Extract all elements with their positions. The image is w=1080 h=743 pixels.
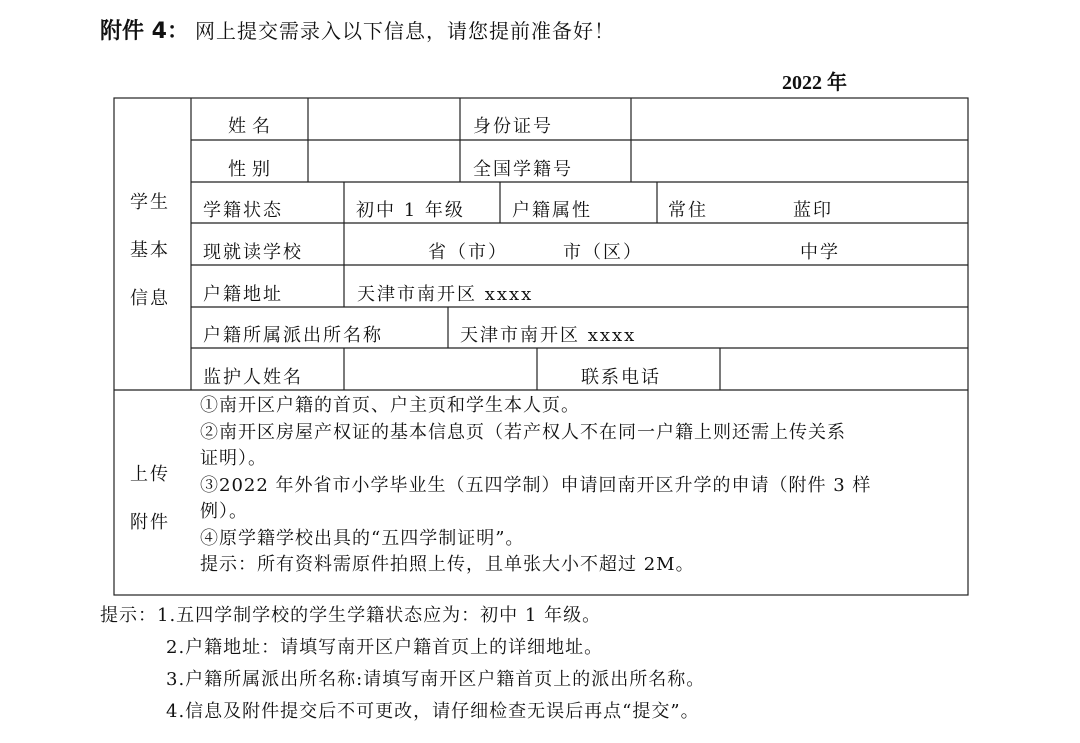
section-basic-2: 基本	[130, 240, 170, 261]
hukou-type-label: 户籍属性	[512, 200, 592, 221]
attachment-item: 例）。	[200, 501, 248, 522]
attachment-note: 提示：所有资料需原件拍照上传，且单张大小不超过 2M。	[200, 554, 695, 575]
school-label: 现就读学校	[203, 242, 303, 263]
tip-item: 3.户籍所属派出所名称:请填写南开区户籍首页上的派出所名称。	[166, 669, 706, 690]
section-upload-2: 附件	[130, 512, 170, 533]
attachment-item: 证明）。	[200, 448, 267, 469]
tip-item: 提示：1.五四学制学校的学生学籍状态应为：初中 1 年级。	[100, 605, 602, 626]
hukou-type-value-1: 常住	[668, 200, 708, 221]
phone-label: 联系电话	[581, 367, 661, 388]
police-station-label: 户籍所属派出所名称	[203, 325, 383, 346]
attachment-item: ③2022 年外省市小学毕业生（五四学制）申请回南开区升学的申请（附件 3 样	[200, 474, 872, 496]
gender-label: 性别	[228, 159, 276, 180]
school-city: 市（区）	[563, 242, 643, 263]
address-label: 户籍地址	[203, 284, 283, 305]
status-label: 学籍状态	[203, 200, 283, 221]
year: 2022 年	[782, 72, 847, 94]
school-suffix: 中学	[800, 242, 840, 263]
section-basic-3: 信息	[130, 288, 170, 309]
section-basic-1: 学生	[130, 192, 170, 213]
tips	[100, 600, 705, 728]
attachment-list	[200, 393, 968, 579]
status-value: 初中 1 年级	[356, 200, 465, 221]
attachment-item: ②南开区房屋产权证的基本信息页（若产权人不在同一户籍上则还需上传关系	[200, 421, 846, 443]
police-station-value: 天津市南开区 xxxx	[460, 325, 637, 346]
school-province: 省（市）	[428, 242, 508, 263]
heading-label: 附件 4：	[100, 19, 189, 44]
attachment-item: ④原学籍学校出具的“五四学制证明”。	[200, 527, 525, 549]
attachment-item: ①南开区户籍的首页、户主页和学生本人页。	[200, 395, 580, 416]
hukou-type-value-2: 蓝印	[793, 200, 833, 221]
address-value: 天津市南开区 xxxx	[357, 284, 534, 305]
tip-item: 4.信息及附件提交后不可更改，请仔细检查无误后再点“提交”。	[166, 701, 700, 722]
name-label: 姓名	[228, 116, 276, 137]
national-id-label: 全国学籍号	[473, 159, 573, 180]
id-number-label: 身份证号	[473, 116, 553, 137]
guardian-label: 监护人姓名	[203, 367, 303, 388]
tip-item: 2.户籍地址：请填写南开区户籍首页上的详细地址。	[166, 637, 604, 658]
section-upload-1: 上传	[130, 464, 170, 485]
heading-text: 网上提交需录入以下信息，请您提前准备好！	[194, 19, 615, 43]
